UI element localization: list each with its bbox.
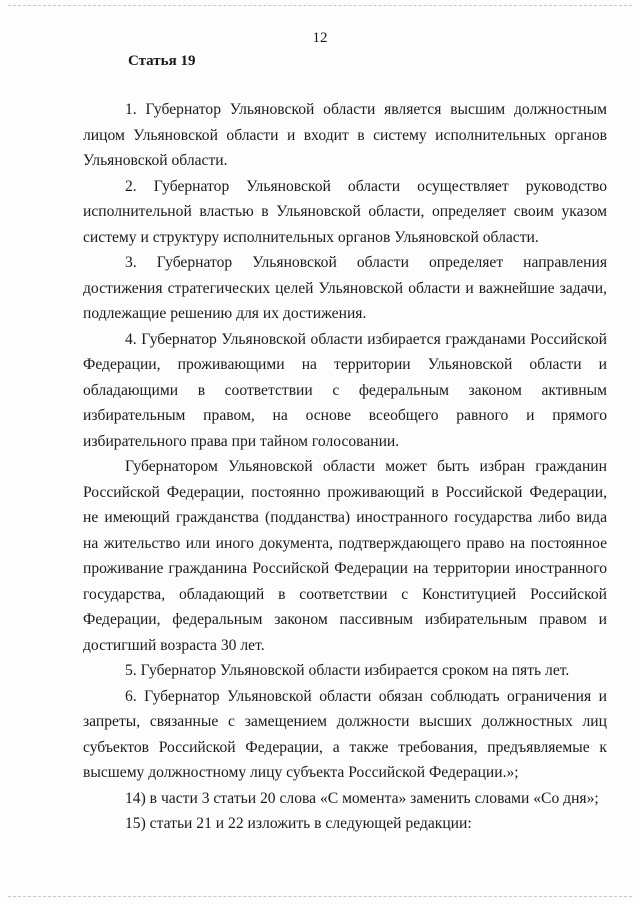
amendment-15: 15) статьи 21 и 22 изложить в следующей редакции: xyxy=(125,815,472,832)
paragraph-4-continued: Губернатором Ульяновской области может быть избран гражданин Российской Федерации, постоянно проживающий в Российской Федерации, не имеющий гражданства (подданства) иностранного государства либо вида на жительство или иного документа, подтверждающего право на постоянное проживание гражданина Российской Федерации на территории иностранного государства, обладающий в соответствии с Конституцией Российской Федерации, федеральным законом пассивным избирательным правом и достигший возраста 30 лет. xyxy=(83,458,607,654)
paragraph-1: 1. Губернатор Ульяновской области является высшим должностным лицом Ульяновской области и входит в систему исполнительных органов Ульяновской области. xyxy=(83,101,607,169)
article-heading: Статья 19 xyxy=(128,53,196,69)
document-body xyxy=(83,97,607,837)
paragraph-5: 5. Губернатор Ульяновской области избирается сроком на пять лет. xyxy=(125,662,570,679)
paragraph-2: 2. Губернатор Ульяновской области осуществляет руководство исполнительной властью в Ульяновской области, определяет своим указом систему и структуру исполнительных органов Ульяновской области. xyxy=(83,177,607,246)
paragraph-4: 4. Губернатор Ульяновской области избирается гражданами Российской Федерации, проживающими на территории Ульяновской области и обладающими в соответствии с федеральным законом активным избирательным правом, на основе всеобщего равного и прямого избирательного права при тайном голосовании. xyxy=(83,330,607,450)
bottom-scan-edge xyxy=(8,896,632,897)
page-number: 12 xyxy=(312,30,328,46)
paragraph-3: 3. Губернатор Ульяновской области определяет направления достижения стратегических целей Ульяновской области и важнейшие задачи, подлежащие решению для их достижения. xyxy=(83,254,607,322)
amendment-14: 14) в части 3 статьи 20 слова «С момента» заменить словами «Со дня»; xyxy=(125,789,599,807)
top-scan-edge xyxy=(8,5,632,6)
paragraph-6: 6. Губернатор Ульяновской области обязан соблюдать ограничения и запреты, связанные с замещением должности высших должностных лиц субъектов Российской Федерации, а также требования, предъявляемые к высшему должностному лицу субъекта Российской Федерации.»; xyxy=(83,687,607,781)
